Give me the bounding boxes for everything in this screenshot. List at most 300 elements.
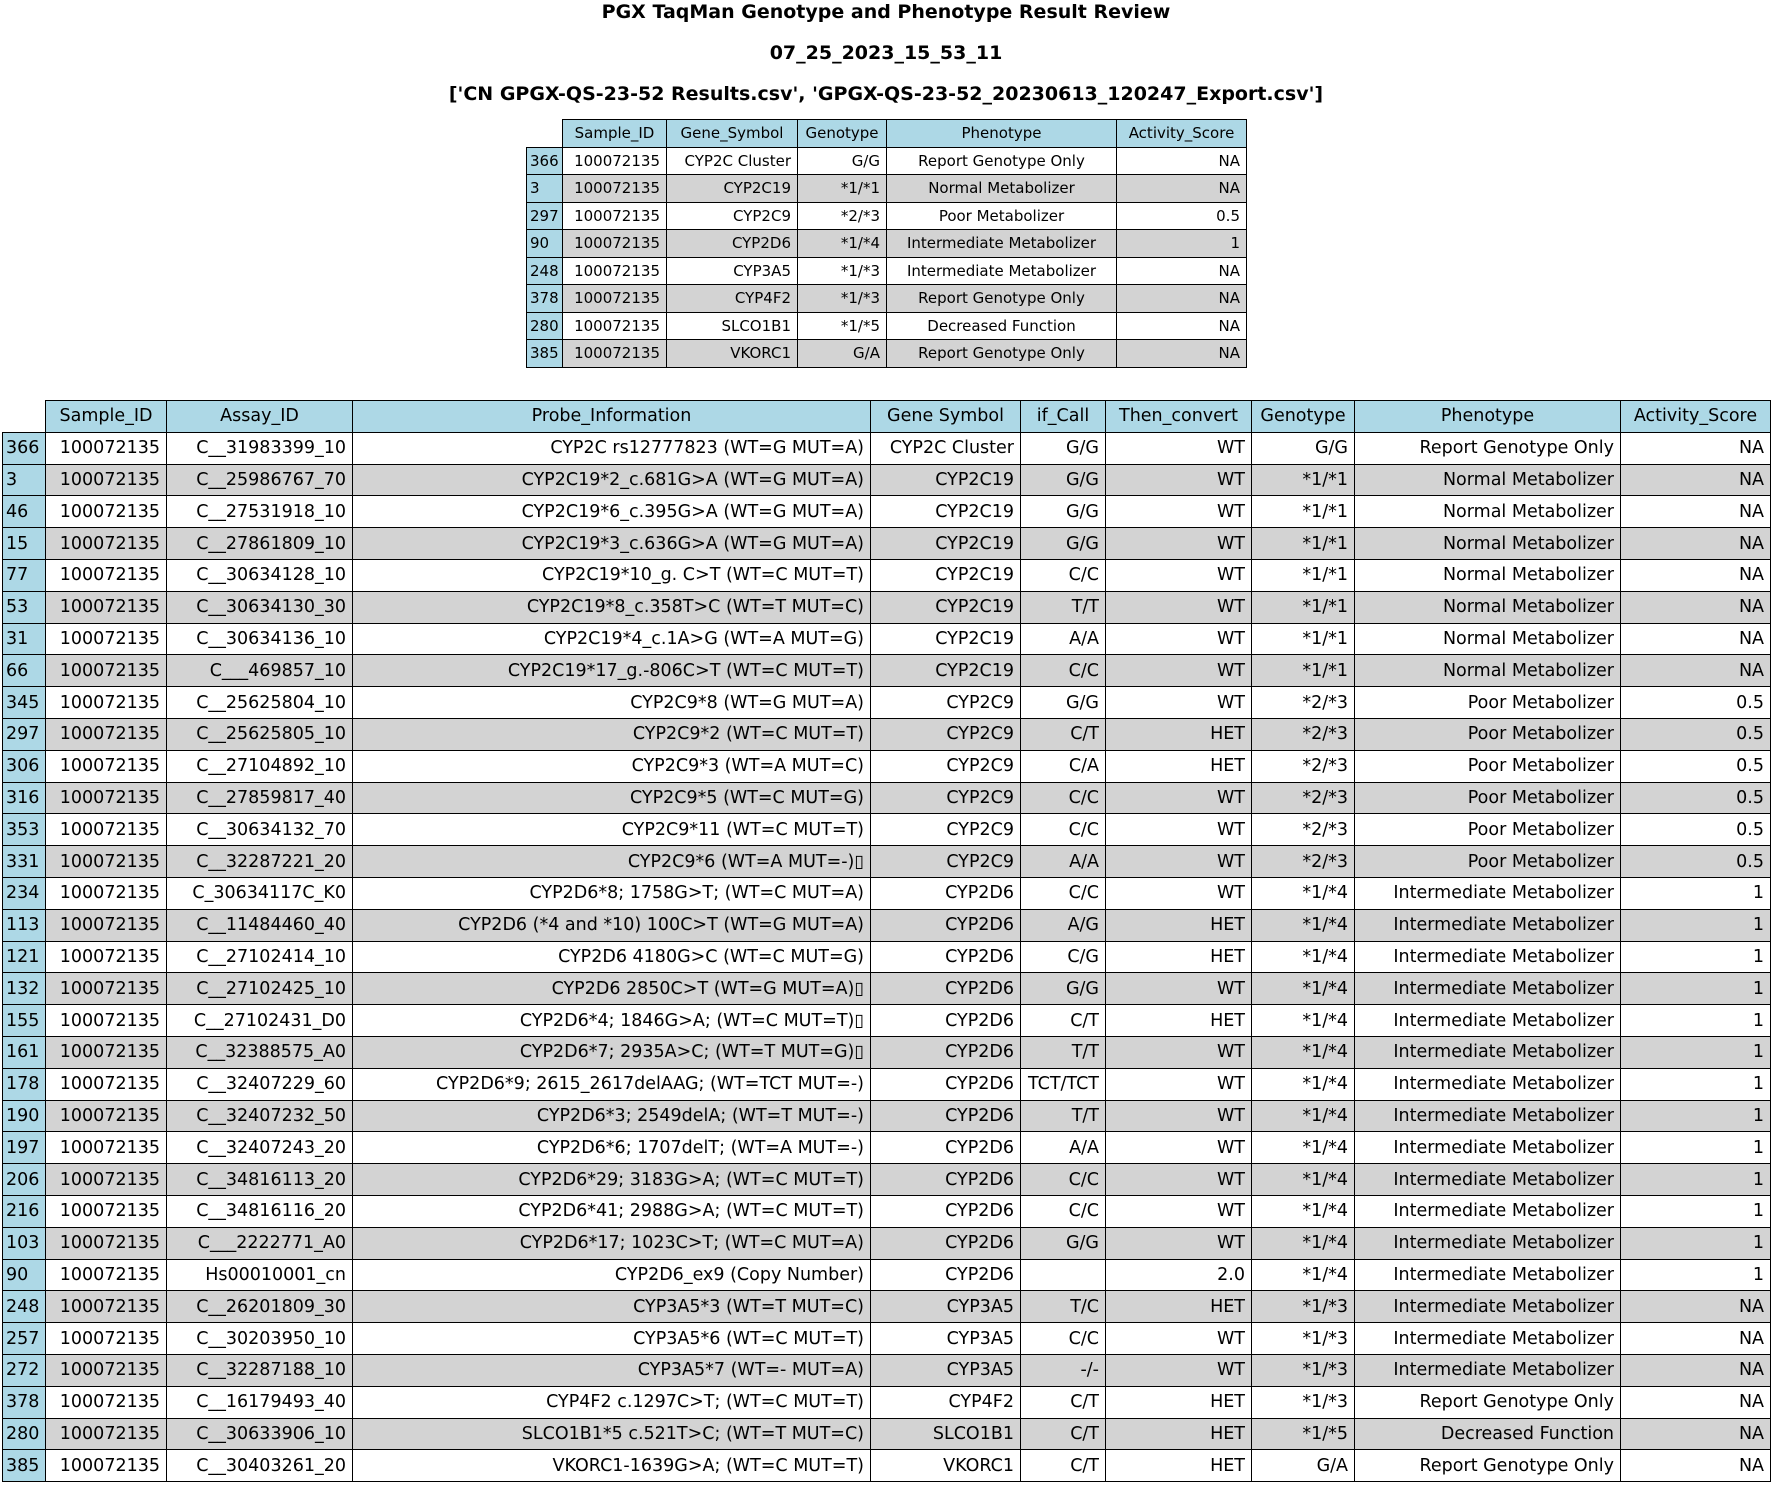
cell-call: C/C — [1021, 559, 1106, 591]
cell-probe: CYP2C19*3_c.636G>A (WT=G MUT=A) — [353, 528, 871, 560]
cell-convert: WT — [1106, 559, 1252, 591]
cell-genotype: *1/*1 — [1252, 496, 1355, 528]
cell-call: C/T — [1021, 1450, 1106, 1482]
detail-row — [3, 782, 1771, 814]
cell-assay: C_30634117C_K0 — [167, 877, 353, 909]
cell-convert: WT — [1106, 1227, 1252, 1259]
cell-genotype: *2/*3 — [798, 202, 887, 230]
summary-row — [527, 230, 1247, 258]
cell-score: 0.5 — [1621, 782, 1771, 814]
cell-probe: CYP2D6 (*4 and *10) 100C>T (WT=G MUT=A) — [353, 909, 871, 941]
row-index: 345 — [3, 687, 46, 719]
cell-sample: 100072135 — [46, 496, 167, 528]
cell-score: NA — [1621, 496, 1771, 528]
cell-sample: 100072135 — [46, 1418, 167, 1450]
cell-sample: 100072135 — [46, 1450, 167, 1482]
cell-convert: WT — [1106, 782, 1252, 814]
cell-genotype: *2/*3 — [1252, 750, 1355, 782]
cell-score: NA — [1621, 1386, 1771, 1418]
row-index: 353 — [3, 814, 46, 846]
cell-probe: CYP2D6*41; 2988G>A; (WT=C MUT=T) — [353, 1195, 871, 1227]
cell-score: 1 — [1621, 1195, 1771, 1227]
cell-probe: CYP2C9*6 (WT=A MUT=-)▯ — [353, 846, 871, 878]
cell-gene: CYP2C19 — [871, 528, 1021, 560]
cell-score: NA — [1621, 1291, 1771, 1323]
cell-score: 1 — [1621, 1227, 1771, 1259]
cell-sample: 100072135 — [46, 528, 167, 560]
cell-assay: C__27102425_10 — [167, 973, 353, 1005]
cell-gene: CYP2D6 — [871, 1164, 1021, 1196]
row-index: 378 — [527, 285, 563, 313]
row-index: 366 — [3, 432, 46, 464]
row-index: 280 — [527, 312, 563, 340]
cell-assay: C__25625804_10 — [167, 687, 353, 719]
cell-score: 1 — [1621, 941, 1771, 973]
cell-gene: SLCO1B1 — [871, 1418, 1021, 1450]
cell-gene: CYP2C19 — [871, 655, 1021, 687]
detail-row — [3, 718, 1771, 750]
cell-assay: C__26201809_30 — [167, 1291, 353, 1323]
cell-phenotype: Poor Metabolizer — [1355, 687, 1621, 719]
row-index: 297 — [3, 718, 46, 750]
column-header: Genotype — [1252, 401, 1355, 433]
cell-convert: 2.0 — [1106, 1259, 1252, 1291]
cell-score: NA — [1621, 1450, 1771, 1482]
cell-assay: C__30634130_30 — [167, 591, 353, 623]
cell-phenotype: Decreased Function — [887, 312, 1117, 340]
cell-score: 1 — [1117, 230, 1247, 258]
row-index: 297 — [527, 202, 563, 230]
cell-call: C/A — [1021, 750, 1106, 782]
cell-score: NA — [1117, 175, 1247, 203]
cell-genotype: *1/*4 — [1252, 941, 1355, 973]
detail-row — [3, 1291, 1771, 1323]
detail-row — [3, 623, 1771, 655]
cell-genotype: *1/*4 — [1252, 1036, 1355, 1068]
cell-gene: CYP2C19 — [871, 464, 1021, 496]
cell-genotype: *2/*3 — [1252, 687, 1355, 719]
cell-phenotype: Report Genotype Only — [887, 147, 1117, 175]
cell-sample: 100072135 — [46, 941, 167, 973]
cell-convert: WT — [1106, 623, 1252, 655]
detail-row — [3, 1450, 1771, 1482]
cell-call: C/T — [1021, 1005, 1106, 1037]
cell-convert: WT — [1106, 1323, 1252, 1355]
cell-gene: CYP2D6 — [667, 230, 798, 258]
cell-phenotype: Poor Metabolizer — [1355, 814, 1621, 846]
cell-convert: WT — [1106, 846, 1252, 878]
cell-gene: SLCO1B1 — [667, 312, 798, 340]
cell-probe: CYP2C9*11 (WT=C MUT=T) — [353, 814, 871, 846]
cell-probe: CYP2C19*6_c.395G>A (WT=G MUT=A) — [353, 496, 871, 528]
column-header: if_Call — [1021, 401, 1106, 433]
row-index: 77 — [3, 559, 46, 591]
cell-assay: C__27861809_10 — [167, 528, 353, 560]
row-index: 161 — [3, 1036, 46, 1068]
detail-row — [3, 973, 1771, 1005]
report-timestamp: 07_25_2023_15_53_11 — [769, 42, 1003, 64]
detail-row — [3, 464, 1771, 496]
cell-gene: CYP2C9 — [871, 846, 1021, 878]
cell-call: A/A — [1021, 846, 1106, 878]
cell-sample: 100072135 — [46, 814, 167, 846]
cell-gene: CYP2D6 — [871, 1068, 1021, 1100]
cell-probe: CYP2C19*4_c.1A>G (WT=A MUT=G) — [353, 623, 871, 655]
cell-call: C/C — [1021, 655, 1106, 687]
cell-genotype: *1/*5 — [798, 312, 887, 340]
cell-genotype: *1/*4 — [1252, 1100, 1355, 1132]
cell-convert: WT — [1106, 655, 1252, 687]
cell-phenotype: Report Genotype Only — [1355, 432, 1621, 464]
cell-probe: CYP2D6 4180G>C (WT=C MUT=G) — [353, 941, 871, 973]
cell-call: -/- — [1021, 1354, 1106, 1386]
cell-assay: C__30403261_20 — [167, 1450, 353, 1482]
cell-genotype: *2/*3 — [1252, 718, 1355, 750]
cell-probe: CYP3A5*6 (WT=C MUT=T) — [353, 1323, 871, 1355]
cell-sample: 100072135 — [46, 623, 167, 655]
cell-assay: C___2222771_A0 — [167, 1227, 353, 1259]
cell-probe: CYP2D6*4; 1846G>A; (WT=C MUT=T)▯ — [353, 1005, 871, 1037]
cell-assay: C__34816116_20 — [167, 1195, 353, 1227]
cell-score: NA — [1117, 147, 1247, 175]
column-header: Probe_Information — [353, 401, 871, 433]
cell-genotype: G/A — [1252, 1450, 1355, 1482]
cell-assay: C__32407243_20 — [167, 1132, 353, 1164]
cell-call: C/G — [1021, 941, 1106, 973]
cell-convert: HET — [1106, 718, 1252, 750]
cell-call: C/C — [1021, 1323, 1106, 1355]
row-index: 385 — [3, 1450, 46, 1482]
detail-row — [3, 1100, 1771, 1132]
cell-convert: WT — [1106, 1068, 1252, 1100]
detail-row — [3, 1259, 1771, 1291]
cell-genotype: *1/*4 — [798, 230, 887, 258]
cell-phenotype: Intermediate Metabolizer — [1355, 1323, 1621, 1355]
cell-sample: 100072135 — [46, 1386, 167, 1418]
cell-sample: 100072135 — [46, 782, 167, 814]
cell-sample: 100072135 — [46, 909, 167, 941]
cell-assay: C___469857_10 — [167, 655, 353, 687]
cell-call: C/C — [1021, 1164, 1106, 1196]
cell-probe: CYP4F2 c.1297C>T; (WT=C MUT=T) — [353, 1386, 871, 1418]
row-index: 3 — [3, 464, 46, 496]
row-index: 66 — [3, 655, 46, 687]
cell-probe: CYP2D6*3; 2549delA; (WT=T MUT=-) — [353, 1100, 871, 1132]
cell-score: 0.5 — [1621, 814, 1771, 846]
cell-phenotype: Normal Metabolizer — [1355, 464, 1621, 496]
cell-sample: 100072135 — [46, 1100, 167, 1132]
report-title: PGX TaqMan Genotype and Phenotype Result Review — [601, 1, 1171, 23]
cell-gene: CYP2C9 — [871, 687, 1021, 719]
cell-phenotype: Intermediate Metabolizer — [887, 230, 1117, 258]
cell-convert: WT — [1106, 528, 1252, 560]
cell-assay: C__25986767_70 — [167, 464, 353, 496]
cell-phenotype: Poor Metabolizer — [1355, 718, 1621, 750]
cell-sample: 100072135 — [46, 687, 167, 719]
cell-phenotype: Intermediate Metabolizer — [1355, 1164, 1621, 1196]
detail-row — [3, 1386, 1771, 1418]
cell-probe: CYP2C9*2 (WT=C MUT=T) — [353, 718, 871, 750]
cell-gene: CYP3A5 — [871, 1291, 1021, 1323]
detail-row — [3, 687, 1771, 719]
cell-probe: CYP2C rs12777823 (WT=G MUT=A) — [353, 432, 871, 464]
cell-assay: C__30634132_70 — [167, 814, 353, 846]
cell-convert: WT — [1106, 687, 1252, 719]
cell-assay: C__32287221_20 — [167, 846, 353, 878]
row-index: 257 — [3, 1323, 46, 1355]
cell-gene: CYP2C9 — [871, 814, 1021, 846]
summary-row — [527, 147, 1247, 175]
cell-sample: 100072135 — [46, 655, 167, 687]
cell-phenotype: Report Genotype Only — [887, 340, 1117, 368]
cell-sample: 100072135 — [46, 559, 167, 591]
cell-score: 1 — [1621, 1100, 1771, 1132]
cell-phenotype: Intermediate Metabolizer — [1355, 1100, 1621, 1132]
cell-gene: CYP2D6 — [871, 909, 1021, 941]
detail-row — [3, 655, 1771, 687]
header-corner — [527, 120, 563, 148]
cell-genotype: *1/*3 — [798, 285, 887, 313]
cell-genotype: *1/*4 — [1252, 909, 1355, 941]
cell-probe: CYP2D6*9; 2615_2617delAAG; (WT=TCT MUT=-) — [353, 1068, 871, 1100]
cell-gene: CYP2D6 — [871, 1259, 1021, 1291]
cell-convert: HET — [1106, 750, 1252, 782]
row-index: 178 — [3, 1068, 46, 1100]
cell-assay: C__31983399_10 — [167, 432, 353, 464]
cell-sample: 100072135 — [563, 340, 667, 368]
cell-call: T/T — [1021, 591, 1106, 623]
cell-assay: C__32407229_60 — [167, 1068, 353, 1100]
detail-row — [3, 1005, 1771, 1037]
detail-row — [3, 1227, 1771, 1259]
column-header: Gene_Symbol — [667, 120, 798, 148]
cell-gene: CYP2C19 — [667, 175, 798, 203]
cell-gene: CYP2D6 — [871, 1132, 1021, 1164]
cell-phenotype: Intermediate Metabolizer — [1355, 1036, 1621, 1068]
cell-convert: WT — [1106, 1164, 1252, 1196]
cell-genotype: *1/*4 — [1252, 1068, 1355, 1100]
cell-genotype: *1/*4 — [1252, 1259, 1355, 1291]
cell-probe: CYP2C19*17_g.-806C>T (WT=C MUT=T) — [353, 655, 871, 687]
cell-phenotype: Report Genotype Only — [1355, 1450, 1621, 1482]
cell-assay: C__30634136_10 — [167, 623, 353, 655]
row-index: 366 — [527, 147, 563, 175]
summary-row — [527, 257, 1247, 285]
row-index: 190 — [3, 1100, 46, 1132]
cell-score: 0.5 — [1621, 718, 1771, 750]
cell-assay: C__25625805_10 — [167, 718, 353, 750]
cell-phenotype: Normal Metabolizer — [1355, 496, 1621, 528]
cell-assay: C__11484460_40 — [167, 909, 353, 941]
cell-genotype: G/A — [798, 340, 887, 368]
cell-score: 1 — [1621, 1164, 1771, 1196]
cell-phenotype: Normal Metabolizer — [1355, 655, 1621, 687]
cell-probe: CYP2D6*29; 3183G>A; (WT=C MUT=T) — [353, 1164, 871, 1196]
cell-phenotype: Poor Metabolizer — [1355, 782, 1621, 814]
detail-row — [3, 528, 1771, 560]
row-index: 3 — [527, 175, 563, 203]
row-index: 103 — [3, 1227, 46, 1259]
cell-score: NA — [1117, 257, 1247, 285]
cell-gene: CYP4F2 — [871, 1386, 1021, 1418]
cell-phenotype: Intermediate Metabolizer — [1355, 1068, 1621, 1100]
cell-call — [1021, 1259, 1106, 1291]
column-header: Gene Symbol — [871, 401, 1021, 433]
cell-score: 0.5 — [1621, 687, 1771, 719]
cell-phenotype: Report Genotype Only — [1355, 1386, 1621, 1418]
cell-phenotype: Intermediate Metabolizer — [1355, 1227, 1621, 1259]
cell-genotype: *1/*3 — [1252, 1323, 1355, 1355]
cell-probe: CYP2D6*7; 2935A>C; (WT=T MUT=G)▯ — [353, 1036, 871, 1068]
row-index: 197 — [3, 1132, 46, 1164]
column-header: Then_convert — [1106, 401, 1252, 433]
cell-sample: 100072135 — [46, 877, 167, 909]
cell-call: G/G — [1021, 496, 1106, 528]
row-index: 132 — [3, 973, 46, 1005]
cell-sample: 100072135 — [46, 432, 167, 464]
cell-assay: Hs00010001_cn — [167, 1259, 353, 1291]
cell-score: NA — [1621, 559, 1771, 591]
cell-genotype: *1/*4 — [1252, 1164, 1355, 1196]
cell-probe: CYP3A5*3 (WT=T MUT=C) — [353, 1291, 871, 1323]
cell-convert: WT — [1106, 877, 1252, 909]
row-index: 280 — [3, 1418, 46, 1450]
cell-probe: SLCO1B1*5 c.521T>C; (WT=T MUT=C) — [353, 1418, 871, 1450]
cell-sample: 100072135 — [46, 1005, 167, 1037]
detail-row — [3, 750, 1771, 782]
cell-gene: CYP2C9 — [871, 718, 1021, 750]
cell-genotype: *1/*4 — [1252, 1005, 1355, 1037]
header-corner — [3, 401, 46, 433]
cell-probe: CYP2D6_ex9 (Copy Number) — [353, 1259, 871, 1291]
cell-score: NA — [1621, 1354, 1771, 1386]
cell-score: NA — [1621, 1323, 1771, 1355]
cell-phenotype: Normal Metabolizer — [887, 175, 1117, 203]
row-index: 216 — [3, 1195, 46, 1227]
cell-score: NA — [1621, 591, 1771, 623]
cell-gene: CYP3A5 — [667, 257, 798, 285]
cell-genotype: *1/*4 — [1252, 877, 1355, 909]
cell-score: NA — [1621, 432, 1771, 464]
cell-assay: C__30203950_10 — [167, 1323, 353, 1355]
cell-genotype: *1/*1 — [1252, 591, 1355, 623]
cell-genotype: *1/*4 — [1252, 1227, 1355, 1259]
cell-gene: CYP2D6 — [871, 1005, 1021, 1037]
row-index: 121 — [3, 941, 46, 973]
cell-sample: 100072135 — [46, 1291, 167, 1323]
cell-call: A/G — [1021, 909, 1106, 941]
cell-call: T/T — [1021, 1100, 1106, 1132]
cell-genotype: *1/*4 — [1252, 1195, 1355, 1227]
cell-gene: CYP3A5 — [871, 1323, 1021, 1355]
cell-phenotype: Intermediate Metabolizer — [1355, 909, 1621, 941]
row-index: 234 — [3, 877, 46, 909]
detail-table — [2, 400, 1771, 1482]
cell-convert: HET — [1106, 1005, 1252, 1037]
cell-sample: 100072135 — [46, 718, 167, 750]
cell-probe: CYP2C9*8 (WT=G MUT=A) — [353, 687, 871, 719]
cell-sample: 100072135 — [46, 1195, 167, 1227]
cell-genotype: *1/*1 — [1252, 464, 1355, 496]
cell-assay: C__27859817_40 — [167, 782, 353, 814]
detail-row — [3, 591, 1771, 623]
row-index: 90 — [3, 1259, 46, 1291]
cell-call: C/C — [1021, 1195, 1106, 1227]
cell-convert: WT — [1106, 1132, 1252, 1164]
cell-assay: C__34816113_20 — [167, 1164, 353, 1196]
cell-probe: CYP2C19*8_c.358T>C (WT=T MUT=C) — [353, 591, 871, 623]
cell-gene: CYP2D6 — [871, 877, 1021, 909]
cell-call: G/G — [1021, 464, 1106, 496]
cell-phenotype: Intermediate Metabolizer — [1355, 877, 1621, 909]
row-index: 155 — [3, 1005, 46, 1037]
row-index: 53 — [3, 591, 46, 623]
cell-genotype: *1/*1 — [1252, 528, 1355, 560]
cell-sample: 100072135 — [46, 846, 167, 878]
row-index: 378 — [3, 1386, 46, 1418]
detail-row — [3, 846, 1771, 878]
cell-gene: CYP2C19 — [871, 623, 1021, 655]
row-index: 15 — [3, 528, 46, 560]
cell-call: A/A — [1021, 1132, 1106, 1164]
cell-sample: 100072135 — [46, 1354, 167, 1386]
cell-gene: CYP3A5 — [871, 1354, 1021, 1386]
cell-phenotype: Decreased Function — [1355, 1418, 1621, 1450]
cell-gene: CYP2C19 — [871, 496, 1021, 528]
cell-score: NA — [1117, 340, 1247, 368]
cell-probe: VKORC1-1639G>A; (WT=C MUT=T) — [353, 1450, 871, 1482]
detail-row — [3, 496, 1771, 528]
row-index: 113 — [3, 909, 46, 941]
cell-genotype: *1/*3 — [1252, 1386, 1355, 1418]
cell-convert: WT — [1106, 1036, 1252, 1068]
detail-row — [3, 941, 1771, 973]
column-header: Sample_ID — [563, 120, 667, 148]
cell-sample: 100072135 — [46, 464, 167, 496]
cell-gene: CYP2C Cluster — [667, 147, 798, 175]
detail-row — [3, 1036, 1771, 1068]
cell-genotype: *1/*3 — [1252, 1291, 1355, 1323]
cell-assay: C__27531918_10 — [167, 496, 353, 528]
row-index: 31 — [3, 623, 46, 655]
summary-row — [527, 202, 1247, 230]
cell-call: G/G — [1021, 432, 1106, 464]
cell-genotype: *1/*1 — [1252, 623, 1355, 655]
cell-gene: CYP2C9 — [667, 202, 798, 230]
summary-row — [527, 312, 1247, 340]
cell-score: 0.5 — [1621, 846, 1771, 878]
detail-row — [3, 909, 1771, 941]
cell-assay: C__32407232_50 — [167, 1100, 353, 1132]
cell-convert: WT — [1106, 432, 1252, 464]
cell-convert: WT — [1106, 464, 1252, 496]
cell-convert: WT — [1106, 973, 1252, 1005]
cell-score: 1 — [1621, 1005, 1771, 1037]
cell-genotype: *1/*4 — [1252, 1132, 1355, 1164]
cell-call: G/G — [1021, 528, 1106, 560]
cell-convert: WT — [1106, 591, 1252, 623]
cell-sample: 100072135 — [563, 175, 667, 203]
cell-convert: WT — [1106, 814, 1252, 846]
row-index: 46 — [3, 496, 46, 528]
cell-gene: CYP2C Cluster — [871, 432, 1021, 464]
detail-row — [3, 814, 1771, 846]
cell-sample: 100072135 — [563, 285, 667, 313]
summary-row — [527, 285, 1247, 313]
cell-call: C/C — [1021, 814, 1106, 846]
cell-phenotype: Normal Metabolizer — [1355, 591, 1621, 623]
cell-probe: CYP2D6 2850C>T (WT=G MUT=A)▯ — [353, 973, 871, 1005]
